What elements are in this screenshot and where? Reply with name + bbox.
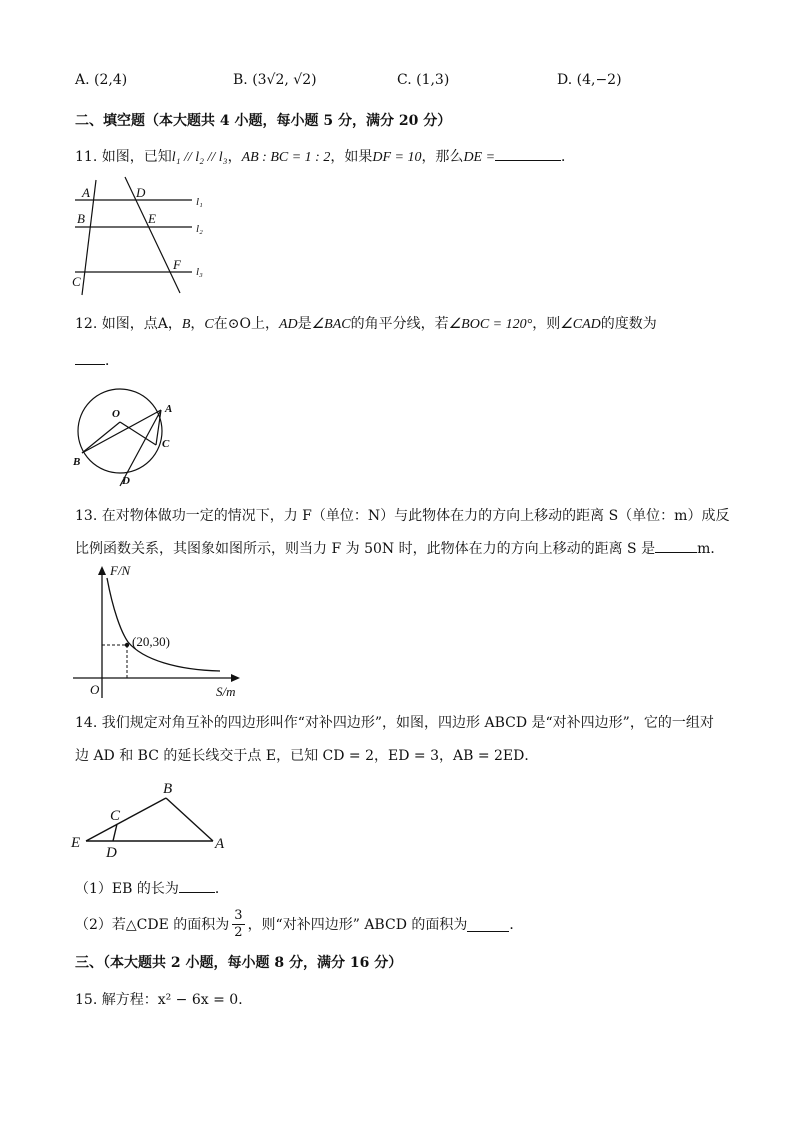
answer-blank bbox=[179, 878, 215, 893]
x-axis-label: S/m bbox=[216, 684, 236, 699]
label-a: A bbox=[165, 403, 173, 415]
quadrilateral-figure bbox=[68, 775, 238, 865]
question-13-line2: 比例函数关系，其图象如图所示，则当力 F 为 50N 时，此物体在力的方向上移动的距离 S 是 m． bbox=[75, 538, 724, 558]
answer-blank bbox=[495, 146, 561, 161]
label-c: C bbox=[72, 274, 81, 289]
label-b: B bbox=[73, 456, 81, 468]
label-d: D bbox=[122, 475, 130, 487]
inverse-function-graph bbox=[68, 560, 258, 702]
fraction: 3 2 bbox=[234, 907, 243, 940]
question-14-sub2: （2）若△CDE 的面积为 3 2 ，则“对补四边形” ABCD 的面积为 ． bbox=[75, 907, 524, 940]
section-title: 二、填空题（本大题共 4 小题，每小题 5 分，满分 20 分） bbox=[75, 113, 452, 129]
label-b: B bbox=[163, 781, 173, 797]
label-l3: l₃ bbox=[196, 266, 203, 278]
label-f: F bbox=[173, 257, 181, 272]
option-d: D. (4,−2) bbox=[557, 72, 622, 88]
answer-blank bbox=[75, 350, 105, 365]
answer-blank bbox=[467, 917, 509, 932]
label-b: B bbox=[77, 211, 85, 226]
question-13-line1: 13. 在对物体做功一定的情况下，力 F（单位：N）与此物体在力的方向上移动的距离 S（单位：m）成反 bbox=[75, 508, 730, 524]
section-title: 三、（本大题共 2 小题，每小题 8 分，满分 16 分） bbox=[75, 955, 403, 971]
circle-figure bbox=[68, 378, 188, 493]
label-a: A bbox=[215, 836, 225, 852]
option-a: A. (2,4) bbox=[75, 72, 128, 88]
label-c: C bbox=[162, 438, 170, 450]
point-label: (20,30) bbox=[132, 634, 170, 649]
label-d: D bbox=[136, 185, 146, 200]
option-c: C. (1,3) bbox=[397, 72, 450, 88]
label-o: O bbox=[112, 408, 120, 420]
label-d: D bbox=[106, 845, 117, 861]
question-12-text: 12. 如图，点A，B，C在⊙O上，AD是∠BAC的角平分线，若∠BOC = 120°，则∠CAD的度数为 bbox=[75, 316, 657, 332]
question-14-line1: 14. 我们规定对角互补的四边形叫作“对补四边形”，如图，四边形 ABCD 是“对补四边形”，它的一组对 bbox=[75, 715, 714, 731]
question-11-text: 11. 如图，已知l₁ // l₂ // l₃，AB : BC = 1 : 2，如果DF = 10，那么DE = ． bbox=[75, 146, 575, 166]
label-l2: l₂ bbox=[196, 223, 203, 235]
origin-label: O bbox=[90, 682, 100, 697]
y-axis-label: F/N bbox=[110, 563, 131, 578]
label-e: E bbox=[148, 211, 156, 226]
question-15-text: 15. 解方程：x² − 6x = 0． bbox=[75, 992, 253, 1008]
parallel-lines-figure bbox=[70, 172, 210, 302]
question-12-blank-line: ． bbox=[75, 350, 119, 370]
option-b: B. (3√2, √2) bbox=[233, 72, 317, 88]
label-l1: l₁ bbox=[196, 196, 203, 208]
label-e: E bbox=[71, 835, 81, 851]
answer-blank bbox=[655, 538, 697, 553]
label-a: A bbox=[82, 185, 90, 200]
question-14-line2: 边 AD 和 BC 的延长线交于点 E，已知 CD = 2，ED = 3，AB = 2ED． bbox=[75, 748, 539, 764]
question-14-sub1: （1）EB 的长为 ． bbox=[75, 878, 229, 898]
label-c: C bbox=[110, 808, 121, 824]
